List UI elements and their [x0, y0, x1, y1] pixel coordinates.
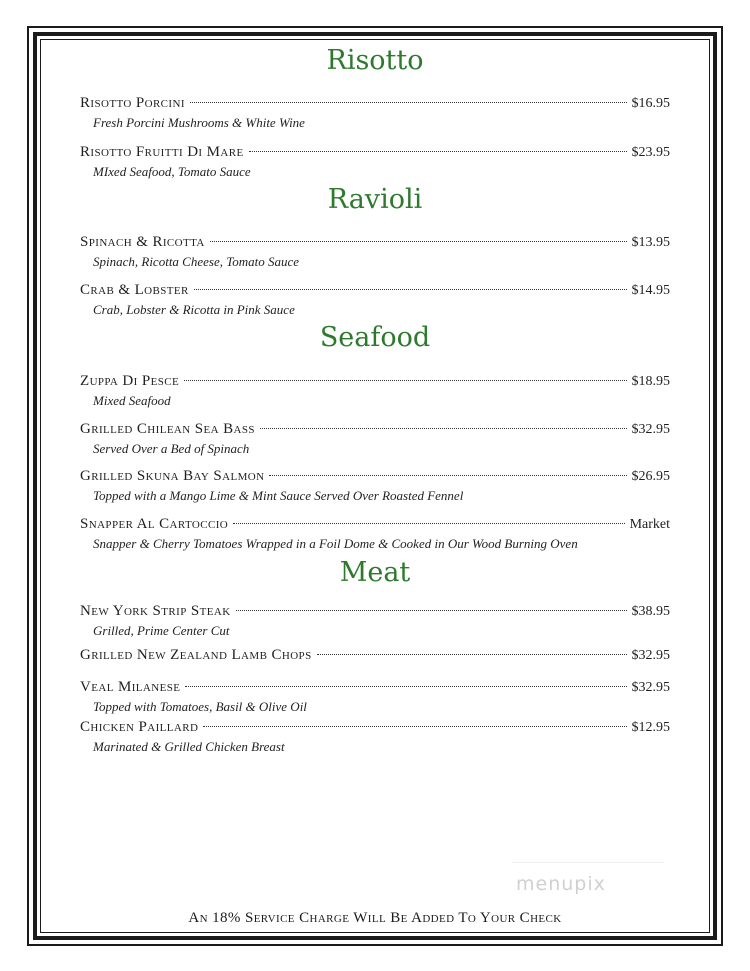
- item-description: Snapper & Cherry Tomatoes Wrapped in a Foil Dome & Cooked in Our Wood Burning Oven: [93, 536, 578, 551]
- menu-item-chilean-sea-bass: [80, 421, 670, 457]
- menupix-watermark: menupix: [516, 873, 606, 895]
- item-description: Spinach, Ricotta Cheese, Tomato Sauce: [93, 254, 300, 269]
- section-title-ravioli: Ravioli: [327, 184, 423, 215]
- item-price: $32.95: [631, 648, 670, 663]
- menu-item-snapper-al-cartoccio: [80, 516, 670, 552]
- section-title-meat: Meat: [339, 557, 411, 588]
- item-name: Risotto Fruitti Di Mare: [80, 144, 244, 160]
- menu-item-crab-lobster: [80, 282, 670, 318]
- menu-item-veal-milanese: [80, 679, 670, 715]
- menu-item-chicken-paillard: [80, 719, 670, 755]
- item-name: Veal Milanese: [80, 679, 181, 695]
- item-name: Crab & Lobster: [80, 282, 189, 298]
- item-price: $32.95: [631, 680, 670, 695]
- item-description: Fresh Porcini Mushrooms & White Wine: [93, 115, 305, 130]
- item-name: Grilled Skuna Bay Salmon: [80, 468, 265, 484]
- item-price: $14.95: [631, 283, 670, 298]
- item-description: Marinated & Grilled Chicken Breast: [93, 739, 285, 754]
- item-price: $23.95: [631, 145, 670, 160]
- item-price: $38.95: [631, 604, 670, 619]
- menu-item-lamb-chops: [80, 647, 670, 667]
- item-name: Grilled New Zealand Lamb Chops: [80, 647, 312, 663]
- item-description: Grilled, Prime Center Cut: [93, 623, 230, 638]
- item-name: Spinach & Ricotta: [80, 234, 205, 250]
- watermark-rule: [512, 862, 664, 863]
- section-title-risotto: Risotto: [326, 45, 424, 76]
- item-price: $13.95: [631, 235, 670, 250]
- item-price: $16.95: [631, 96, 670, 111]
- item-name: Risotto Porcini: [80, 95, 185, 111]
- item-name: Zuppa Di Pesce: [80, 373, 180, 389]
- item-name: Grilled Chilean Sea Bass: [80, 421, 255, 437]
- menu-item-risotto-porcini: [80, 95, 670, 131]
- item-price: $32.95: [631, 422, 670, 437]
- item-price: Market: [629, 517, 670, 532]
- menu-item-spinach-ricotta: [80, 234, 670, 270]
- item-name: New York Strip Steak: [80, 603, 231, 619]
- item-description: Topped with a Mango Lime & Mint Sauce Served Over Roasted Fennel: [93, 488, 464, 503]
- item-price: $12.95: [631, 720, 670, 735]
- menu-item-ny-strip-steak: [80, 603, 670, 639]
- item-description: Topped with Tomatoes, Basil & Olive Oil: [93, 699, 307, 714]
- section-title-seafood: Seafood: [319, 322, 431, 353]
- service-charge-note: An 18% Service Charge Will Be Added To Your Check: [188, 910, 562, 926]
- item-name: Snapper Al Cartoccio: [80, 516, 229, 532]
- item-description: MIxed Seafood, Tomato Sauce: [93, 164, 251, 179]
- item-price: $26.95: [631, 469, 670, 484]
- item-name: Chicken Paillard: [80, 719, 199, 735]
- item-price: $18.95: [631, 374, 670, 389]
- menu-item-zuppa-di-pesce: [80, 373, 670, 409]
- item-description: Mixed Seafood: [93, 393, 171, 408]
- menu-item-skuna-bay-salmon: [80, 468, 670, 504]
- menu-item-risotto-fruitti-di-mare: [80, 144, 670, 180]
- item-description: Served Over a Bed of Spinach: [93, 441, 250, 456]
- item-description: Crab, Lobster & Ricotta in Pink Sauce: [93, 302, 295, 317]
